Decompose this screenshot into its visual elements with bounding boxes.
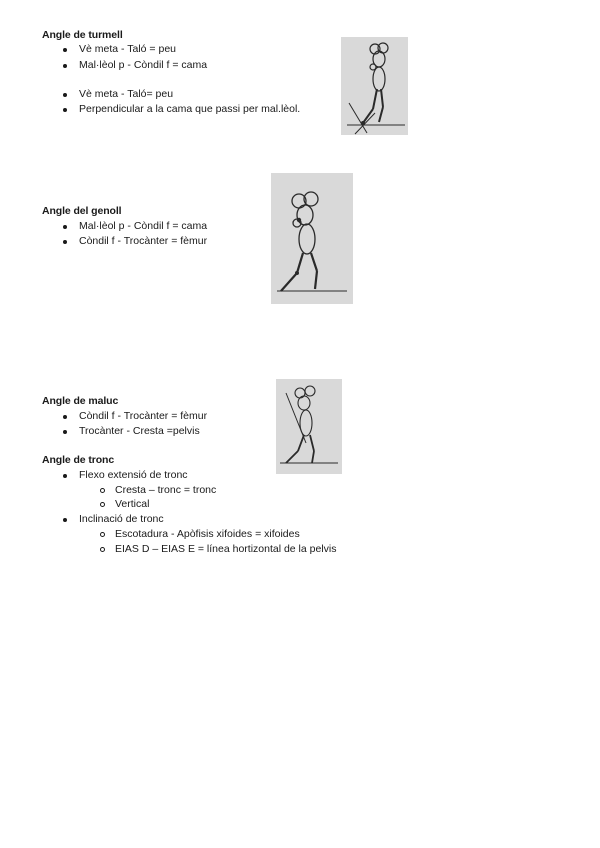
list-item: Inclinació de tronc bbox=[79, 513, 164, 525]
bullet bbox=[63, 64, 67, 68]
sub-list-item: Vertical bbox=[115, 498, 150, 510]
sub-list-item: Escotadura - Apòfisis xifoides = xifoides bbox=[115, 528, 300, 540]
walking-figure-drawing bbox=[271, 173, 353, 304]
list-item: Còndil f - Trocànter = fèmur bbox=[79, 235, 208, 247]
list-item: Trocànter - Cresta =pelvis bbox=[79, 425, 200, 437]
sub-bullet bbox=[100, 532, 105, 537]
knee-angle-figure bbox=[271, 173, 353, 304]
bullet bbox=[63, 48, 67, 52]
list-item: Mal·lèol p - Còndil f = cama bbox=[79, 220, 208, 232]
bullet bbox=[63, 108, 67, 112]
bullet bbox=[63, 518, 67, 522]
hip-angle-figure bbox=[276, 379, 342, 474]
heading-angle-maluc: Angle de maluc bbox=[42, 395, 119, 407]
walking-figure-drawing bbox=[341, 37, 408, 135]
sub-bullet bbox=[100, 547, 105, 552]
sub-list-item: Cresta – tronc = tronc bbox=[115, 484, 217, 496]
list-item: Còndil f - Trocànter = fèmur bbox=[79, 410, 208, 422]
bullet bbox=[63, 415, 67, 419]
list-item: Flexo extensió de tronc bbox=[79, 469, 188, 481]
list-item: Perpendicular a la cama que passi per mal.lèol. bbox=[79, 103, 301, 115]
bullet bbox=[63, 474, 67, 478]
ankle-angle-figure bbox=[341, 37, 408, 135]
sub-list-item: EIAS D – EIAS E = línea hortizontal de la pelvis bbox=[115, 543, 337, 555]
sub-bullet bbox=[100, 502, 105, 507]
heading-angle-turmell: Angle de turmell bbox=[42, 29, 123, 41]
bullet bbox=[63, 430, 67, 434]
heading-angle-tronc: Angle de tronc bbox=[42, 454, 115, 466]
list-item: Mal·lèol p - Còndil f = cama bbox=[79, 59, 208, 71]
sub-bullet bbox=[100, 488, 105, 493]
bullet bbox=[63, 225, 67, 229]
heading-angle-genoll: Angle del genoll bbox=[42, 205, 122, 217]
bullet bbox=[63, 93, 67, 97]
list-item: Vè meta - Taló = peu bbox=[79, 43, 176, 55]
bullet bbox=[63, 240, 67, 244]
walking-figure-drawing bbox=[276, 379, 342, 474]
list-item: Vè meta - Taló= peu bbox=[79, 88, 174, 100]
